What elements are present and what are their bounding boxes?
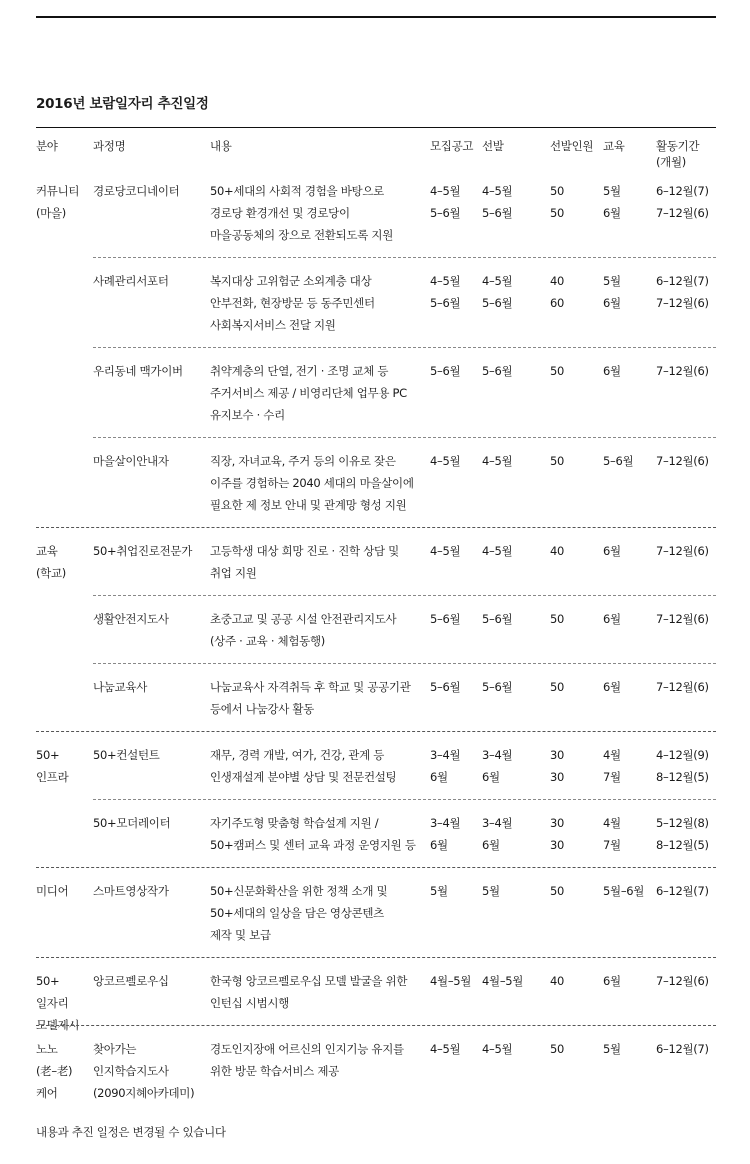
recruit-period: 5–6월 — [430, 612, 461, 626]
header-course: 과정명 — [93, 139, 126, 153]
activity-period: 7–12월(6) — [656, 680, 709, 694]
selection-period: 5월 — [482, 884, 500, 898]
field-group — [36, 527, 716, 731]
course-name: 50+모더레이터 — [93, 816, 171, 830]
selection-period: 5–6월 — [482, 364, 513, 378]
course-content: 복지대상 고위험군 소외계층 대상 안부전화, 현장방문 등 동주민센터 사회복지서비스 전달 지원 — [210, 274, 375, 332]
course-content: 초중고교 및 공공 시설 안전관리지도사 (상주 · 교육 · 체험동행) — [210, 612, 397, 648]
field-group — [36, 168, 716, 527]
table-row — [93, 958, 716, 1025]
field-group — [36, 957, 716, 1032]
field-label: 교육 (학교) — [36, 544, 66, 580]
header-period: 활동기간 (개월) — [656, 139, 700, 169]
course-name: 마을살이안내자 — [93, 454, 169, 468]
header-field: 분야 — [36, 139, 58, 153]
course-name: 50+컨설턴트 — [93, 748, 160, 762]
recruit-period: 5–6월 — [430, 680, 461, 694]
course-content: 50+세대의 사회적 경험을 바탕으로 경로당 환경개선 및 경로당이 마을공동체의 장으로 전환되도록 지원 — [210, 184, 394, 242]
table-row — [93, 437, 716, 527]
field-label: 커뮤니티 (마을) — [36, 184, 80, 220]
education-month: 6월 — [603, 612, 621, 626]
selection-count: 40 60 — [550, 274, 565, 310]
selection-period: 5–6월 — [482, 680, 513, 694]
activity-period: 6–12월(7) — [656, 1042, 709, 1056]
course-list — [93, 528, 716, 731]
table-row — [93, 663, 716, 731]
selection-period: 3–4월 6월 — [482, 748, 513, 784]
education-month: 6월 — [603, 680, 621, 694]
course-name: 우리동네 맥가이버 — [93, 364, 183, 378]
education-month: 5월 6월 — [603, 274, 621, 310]
course-content: 직장, 자녀교육, 주거 등의 이유로 잦은 이주를 경험하는 2040 세대의 마을살이에 필요한 제 정보 안내 및 관계망 형성 지원 — [210, 454, 414, 512]
activity-period: 4–12월(9) 8–12월(5) — [656, 748, 709, 784]
field-label: 50+ 일자리 모델제시 — [36, 974, 80, 1032]
course-list — [93, 1026, 716, 1115]
course-list — [93, 168, 716, 527]
education-month: 5–6월 — [603, 454, 634, 468]
course-name: 스마트영상작가 — [93, 884, 169, 898]
recruit-period: 3–4월 6월 — [430, 748, 461, 784]
recruit-period: 4–5월 — [430, 454, 461, 468]
course-name: 나눔교육사 — [93, 680, 148, 694]
course-name: 경로당코디네이터 — [93, 184, 180, 198]
selection-count: 50 50 — [550, 184, 565, 220]
table-row — [93, 168, 716, 257]
recruit-period: 4–5월 — [430, 544, 461, 558]
recruit-period: 3–4월 6월 — [430, 816, 461, 852]
table-row — [93, 732, 716, 799]
recruit-period: 5월 — [430, 884, 448, 898]
course-list — [93, 868, 716, 957]
recruit-period: 4–5월 5–6월 — [430, 184, 461, 220]
selection-count: 40 — [550, 974, 565, 988]
table-row — [93, 257, 716, 347]
education-month: 6월 — [603, 544, 621, 558]
selection-period: 3–4월 6월 — [482, 816, 513, 852]
recruit-period: 4–5월 5–6월 — [430, 274, 461, 310]
selection-period: 4–5월 5–6월 — [482, 274, 513, 310]
course-list — [93, 732, 716, 867]
page-title: 2016년 보람일자리 추진일정 — [36, 96, 209, 112]
education-month: 4월 7월 — [603, 816, 621, 852]
selection-period: 4–5월 — [482, 454, 513, 468]
course-content: 자기주도형 맞춤형 학습설계 지원 / 50+캠퍼스 및 센터 교육 과정 운영지원 등 — [210, 816, 416, 852]
education-month: 5월 6월 — [603, 184, 621, 220]
selection-count: 40 — [550, 544, 565, 558]
table-row — [93, 595, 716, 663]
schedule-table — [36, 128, 716, 1115]
course-content: 고등학생 대상 희망 진로 · 진학 상담 및 취업 지원 — [210, 544, 399, 580]
course-content: 한국형 앙코르펠로우십 모델 발굴을 위한 인턴십 시범시행 — [210, 974, 408, 1010]
selection-period: 5–6월 — [482, 612, 513, 626]
activity-period: 6–12월(7) 7–12월(6) — [656, 274, 709, 310]
selection-count: 50 — [550, 680, 565, 694]
activity-period: 7–12월(6) — [656, 544, 709, 558]
education-month: 5월–6월 — [603, 884, 645, 898]
course-name: 사례관리서포터 — [93, 274, 169, 288]
header-content: 내용 — [210, 139, 232, 153]
recruit-period: 4–5월 — [430, 1042, 461, 1056]
table-header — [36, 128, 716, 168]
field-label: 노노 (老–老) 케어 — [36, 1042, 73, 1100]
education-month: 5월 — [603, 1042, 621, 1056]
recruit-period: 4월–5월 — [430, 974, 472, 988]
selection-count: 50 — [550, 612, 565, 626]
course-content: 나눔교육사 자격취득 후 학교 및 공공기관 등에서 나눔강사 활동 — [210, 680, 411, 716]
activity-period: 7–12월(6) — [656, 974, 709, 988]
course-name: 50+취업진로전문가 — [93, 544, 193, 558]
recruit-period: 5–6월 — [430, 364, 461, 378]
field-group — [36, 867, 716, 957]
header-recruit: 모집공고 — [430, 139, 474, 153]
selection-count: 50 — [550, 884, 565, 898]
header-select: 선발 — [482, 139, 504, 153]
table-row — [93, 347, 716, 437]
header-edu: 교육 — [603, 139, 625, 153]
selection-count: 30 30 — [550, 748, 565, 784]
footnote: 내용과 추진 일정은 변경될 수 있습니다 — [36, 1125, 226, 1139]
course-name: 찾아가는 인지학습지도사 (2090지혜아카데미) — [93, 1042, 195, 1100]
table-row — [93, 528, 716, 595]
field-group — [36, 1025, 716, 1115]
table-row — [93, 799, 716, 867]
header-count: 선발인원 — [550, 139, 594, 153]
table-row — [93, 868, 716, 957]
course-list — [93, 958, 716, 1025]
activity-period: 6–12월(7) 7–12월(6) — [656, 184, 709, 220]
course-content: 취약계층의 단열, 전기 · 조명 교체 등 주거서비스 제공 / 비영리단체 업무용 PC 유지보수 · 수리 — [210, 364, 407, 422]
selection-count: 30 30 — [550, 816, 565, 852]
activity-period: 7–12월(6) — [656, 364, 709, 378]
field-label: 50+ 인프라 — [36, 748, 69, 784]
education-month: 6월 — [603, 364, 621, 378]
activity-period: 5–12월(8) 8–12월(5) — [656, 816, 709, 852]
selection-count: 50 — [550, 454, 565, 468]
education-month: 4월 7월 — [603, 748, 621, 784]
table-row — [93, 1026, 716, 1115]
selection-period: 4–5월 5–6월 — [482, 184, 513, 220]
education-month: 6월 — [603, 974, 621, 988]
course-content: 50+신문화확산을 위한 정책 소개 및 50+세대의 일상을 담은 영상콘텐츠 제작 및 보급 — [210, 884, 388, 942]
activity-period: 7–12월(6) — [656, 454, 709, 468]
field-label: 미디어 — [36, 884, 69, 898]
activity-period: 7–12월(6) — [656, 612, 709, 626]
course-content: 재무, 경력 개발, 여가, 건강, 관계 등 인생재설계 분야별 상담 및 전문컨설팅 — [210, 748, 397, 784]
course-name: 생활안전지도사 — [93, 612, 169, 626]
field-group — [36, 731, 716, 867]
course-content: 경도인지장애 어르신의 인지기능 유지를 위한 방문 학습서비스 제공 — [210, 1042, 404, 1078]
selection-period: 4월–5월 — [482, 974, 524, 988]
selection-period: 4–5월 — [482, 544, 513, 558]
top-rule — [36, 16, 716, 18]
activity-period: 6–12월(7) — [656, 884, 709, 898]
selection-count: 50 — [550, 1042, 565, 1056]
table-body — [36, 168, 716, 1115]
selection-period: 4–5월 — [482, 1042, 513, 1056]
selection-count: 50 — [550, 364, 565, 378]
course-name: 앙코르펠로우십 — [93, 974, 169, 988]
